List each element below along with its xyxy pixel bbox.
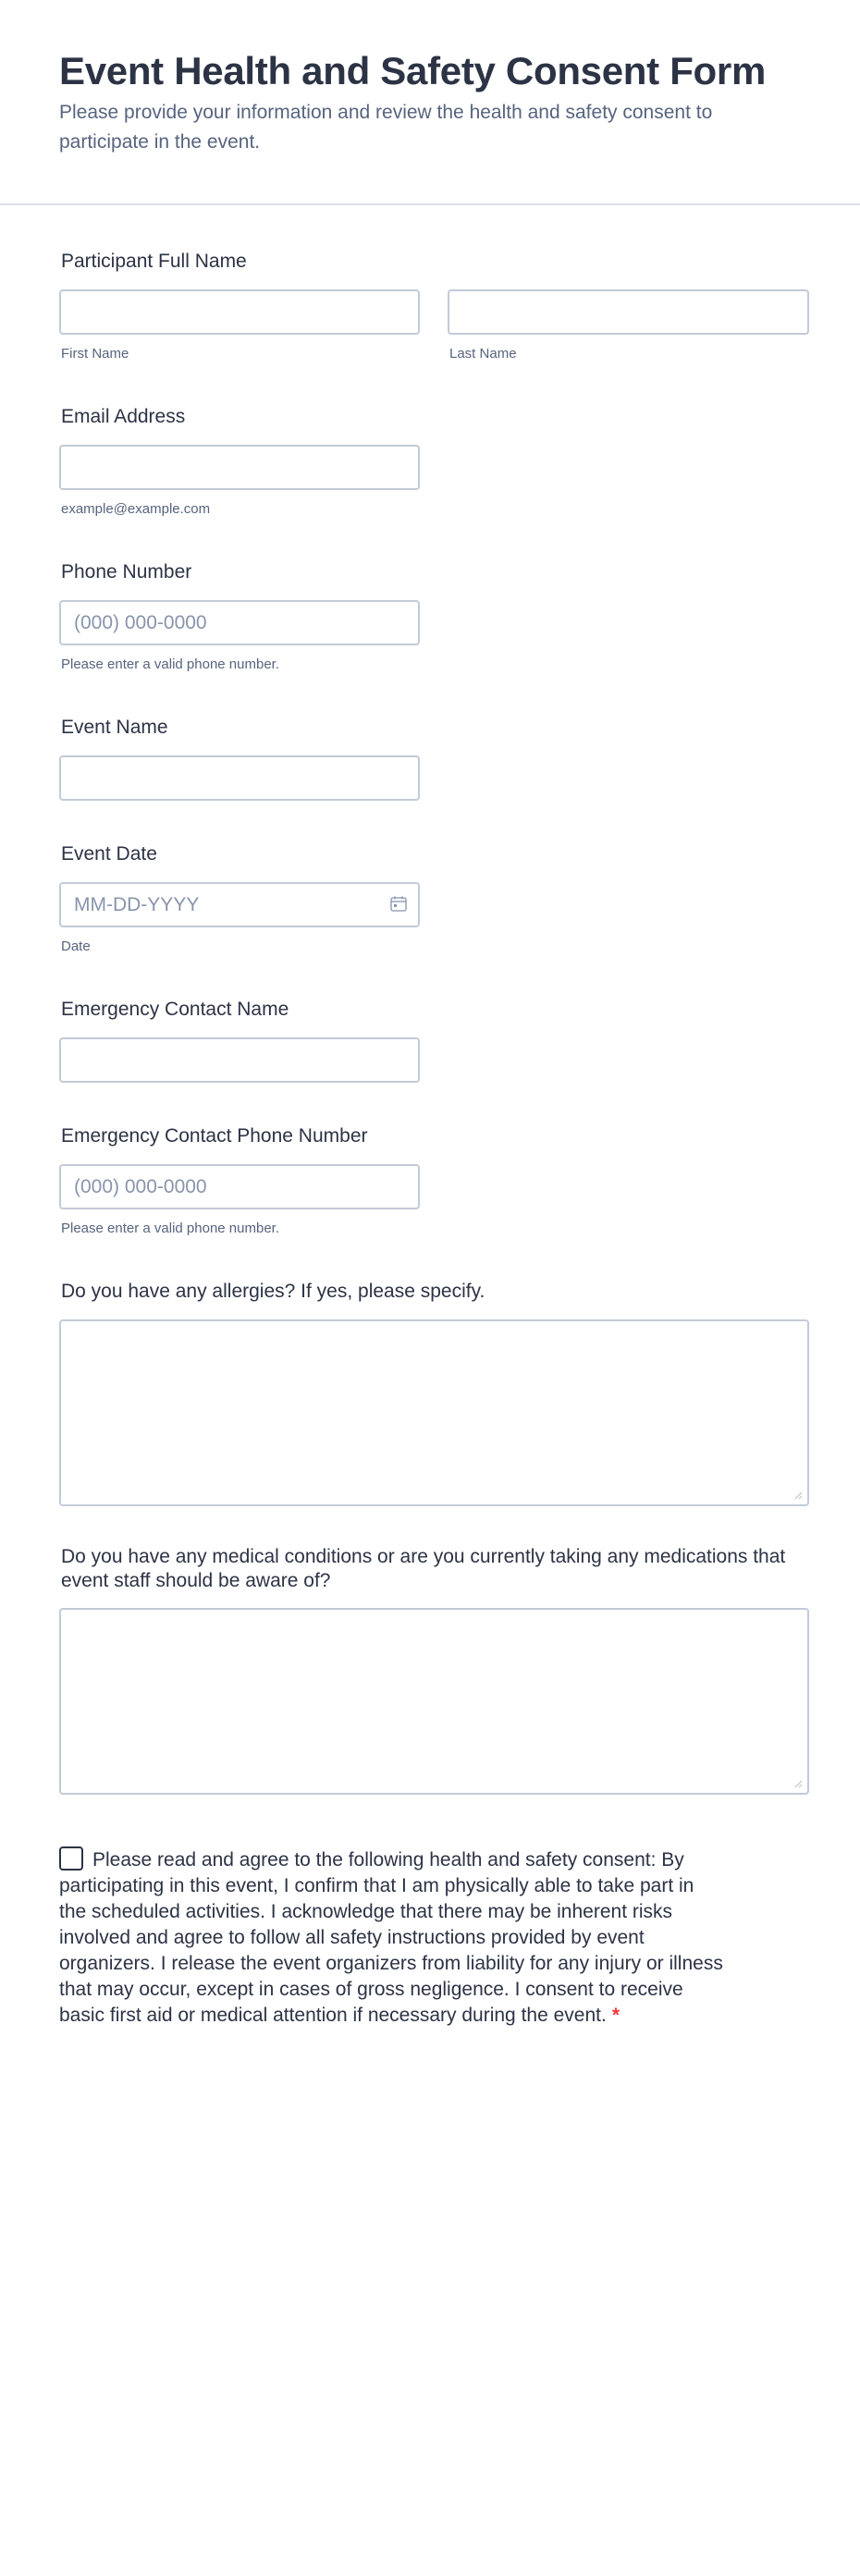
phone-input[interactable]: (000) 000-0000 xyxy=(59,600,420,645)
calendar-icon[interactable] xyxy=(390,896,407,912)
event-date-field xyxy=(59,842,420,955)
allergies-label: Do you have any allergies? If yes, please specify. xyxy=(61,1281,485,1302)
email-sublabel: example@example.com xyxy=(61,501,211,517)
emergency-phone-sublabel: Please enter a valid phone number. xyxy=(61,1221,279,1236)
resize-handle-icon[interactable] xyxy=(793,1779,803,1788)
medical-label: Do you have any medical conditions or are you currently taking any medications that event staff should be aware of? xyxy=(61,1546,786,1591)
first-name-sublabel: First Name xyxy=(61,346,129,362)
event-date-input[interactable]: MM-DD-YYYY xyxy=(59,882,420,927)
form-title: Event Health and Safety Consent Form xyxy=(59,49,767,92)
form-subtitle: Please provide your information and review the health and safety consent to participate in the event. xyxy=(59,102,713,153)
consent-checkbox[interactable] xyxy=(59,1846,83,1871)
emergency-name-input[interactable] xyxy=(59,1037,420,1083)
required-mark: * xyxy=(611,2005,620,2026)
allergies-field xyxy=(59,1280,809,1506)
phone-sublabel: Please enter a valid phone number. xyxy=(61,656,279,672)
consent-field xyxy=(59,1846,762,2029)
email-input[interactable] xyxy=(59,445,420,490)
event-name-field xyxy=(59,716,420,801)
event-date-label: Event Date xyxy=(61,843,157,865)
allergies-textarea[interactable] xyxy=(59,1319,809,1506)
resize-handle-icon[interactable] xyxy=(793,1490,803,1500)
phone-field xyxy=(59,560,420,673)
phone-label: Phone Number xyxy=(61,561,192,583)
consent-text: Please read and agree to the following health and safety consent: By participating in this event, I confirm that I am physically able to take part in the scheduled activities. I acknowledge that there may be inherent risks involved and agree to follow all safety instructions provided by event organizers. I release the event organizers from liability for any injury or illness that may occur, except in cases of gross negligence. I consent to receive basic first aid or medical attention if necessary during the event. xyxy=(59,1849,723,2026)
event-name-label: Event Name xyxy=(61,717,168,738)
full-name-field xyxy=(59,250,809,362)
emergency-phone-label: Emergency Contact Phone Number xyxy=(61,1125,368,1147)
email-label: Email Address xyxy=(61,406,186,427)
emergency-phone-input[interactable]: (000) 000-0000 xyxy=(59,1164,420,1209)
emergency-phone-field xyxy=(59,1124,522,1237)
full-name-label: Participant Full Name xyxy=(61,251,247,272)
medical-textarea[interactable] xyxy=(59,1608,809,1795)
consent-label[interactable] xyxy=(59,1846,725,2029)
emergency-name-field xyxy=(59,998,420,1083)
event-name-input[interactable] xyxy=(59,755,420,801)
email-field xyxy=(59,405,420,518)
medical-field xyxy=(59,1545,809,1795)
last-name-input[interactable] xyxy=(448,289,809,335)
first-name-input[interactable] xyxy=(59,289,420,335)
last-name-sublabel: Last Name xyxy=(449,346,517,362)
form-header xyxy=(0,0,860,205)
event-date-sublabel: Date xyxy=(61,938,91,954)
emergency-name-label: Emergency Contact Name xyxy=(61,999,289,1020)
